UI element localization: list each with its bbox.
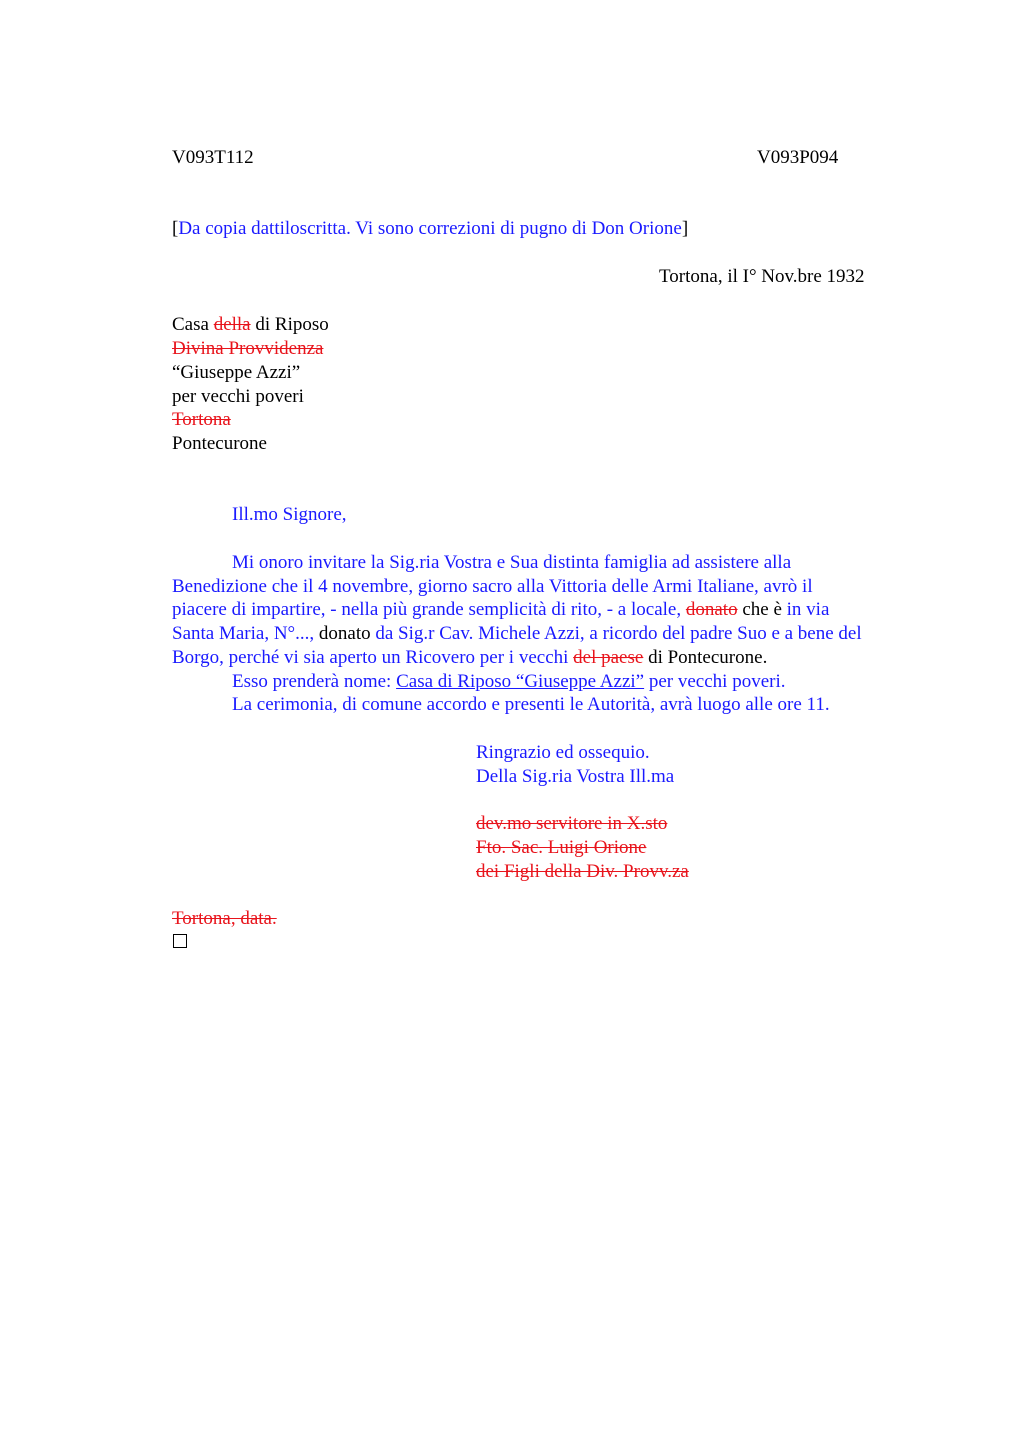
closing-line-2: Della Sig.ria Vostra Ill.ma [476,766,675,787]
body-text: Santa Maria, N°..., [172,623,315,644]
salutation: Ill.mo Signore, [232,504,347,525]
body-text: Borgo, perché vi sia aperto un Ricovero per i vecchi [172,647,574,668]
doc-code-right: V093P094 [757,147,839,168]
note-text: Da copia dattiloscritta. Vi sono correzioni di pugno di Don Orione [178,218,682,239]
body-line-7: La cerimonia, di comune accordo e presenti le Autorità, avrà luogo alle ore 11. [232,694,830,715]
closing-deleted-1: dev.mo servitore in X.sto [476,813,668,834]
closing-deleted-2: Fto. Sac. Luigi Orione [476,837,647,858]
note-bracket-close: ] [681,218,689,239]
closing-line-1: Ringrazio ed ossequio. [476,742,650,763]
deleted-text: donato [685,599,738,620]
address-text: di Riposo [250,314,329,335]
address-line-5-deleted: Tortona [172,409,231,430]
body-line-4 [172,622,862,646]
letter-date: Tortona, il I° Nov.bre 1932 [659,266,865,287]
doc-code-left: V093T112 [172,147,254,168]
note-bracket-open: [ [172,218,179,239]
deleted-text: del paese [573,647,644,668]
body-line-1: Mi onoro invitare la Sig.ria Vostra e Sua distinta famiglia ad assistere alla [232,552,792,573]
body-line-5 [172,646,767,670]
address-line-1 [172,313,329,337]
editorial-note [172,217,688,241]
body-line-6 [232,670,786,694]
closing-deleted-3: dei Figli della Div. Provv.za [476,861,689,882]
address-line-2-deleted: Divina Provvidenza [172,338,324,359]
body-text: in via [781,599,830,620]
body-line-3 [172,598,829,622]
address-line-6: Pontecurone [172,433,267,454]
inserted-text: che è [737,599,782,620]
address-line-4: per vecchi poveri [172,386,304,407]
deleted-text: della [213,314,251,335]
body-text: Esso prenderà nome: [232,671,397,692]
inserted-text: donato [314,623,371,644]
checkbox-square-icon [173,934,187,948]
address-line-3: “Giuseppe Azzi” [172,362,301,383]
body-line-2: Benedizione che il 4 novembre, giorno sacro alla Vittoria delle Armi Italiane, avrò il [172,576,813,597]
body-text: per vecchi poveri. [644,671,786,692]
address-text: Casa [172,314,214,335]
underlined-name: Casa di Riposo “Giuseppe Azzi” [396,671,645,692]
body-text: piacere di impartire, - nella più grande semplicità di rito, - a locale, [172,599,686,620]
footer-deleted: Tortona, data. [172,908,277,929]
body-text: da Sig.r Cav. Michele Azzi, a ricordo del padre Suo e a bene del [370,623,862,644]
inserted-text: di Pontecurone. [643,647,768,668]
